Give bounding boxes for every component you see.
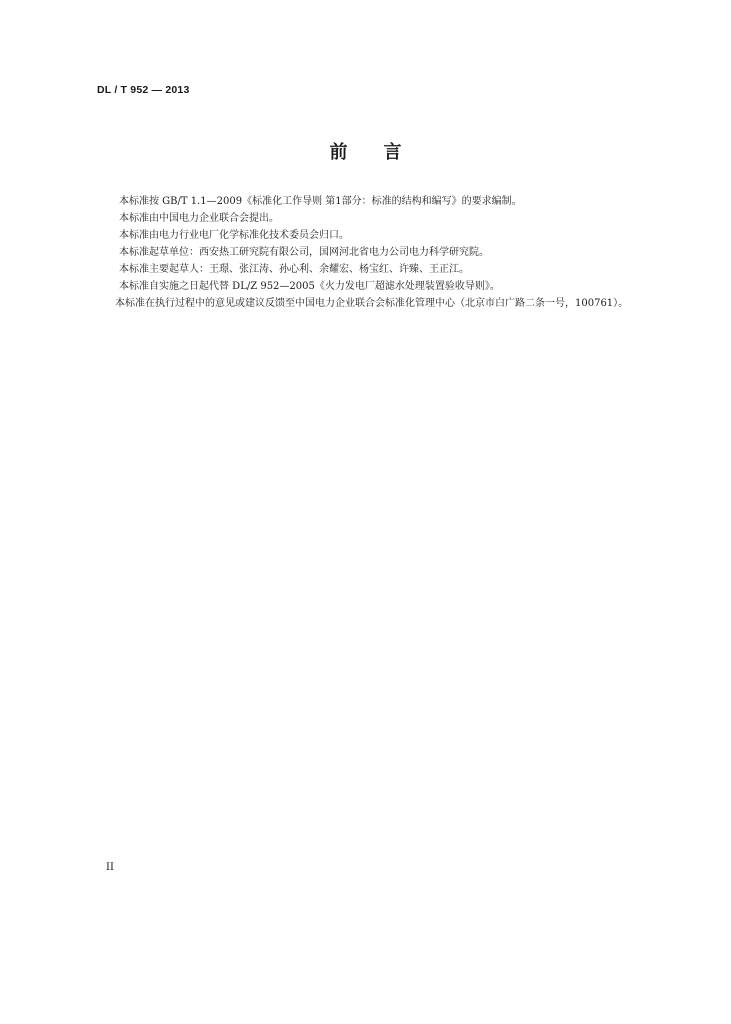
paragraph-feedback: 本标准在执行过程中的意见或建议反馈至中国电力企业联合会标准化管理中心（北京市白广路二条一号，100761）。 (115, 298, 629, 309)
paragraph-proposer: 本标准由中国电力企业联合会提出。 (119, 213, 279, 224)
paragraph-drafting-rules: 本标准按 GB/T 1.1—2009《标准化工作导则 第1部分：标准的结构和编写》的要求编制。 (119, 196, 522, 207)
paragraph-drafting-units: 本标准起草单位：西安热工研究院有限公司，国网河北省电力公司电力科学研究院。 (119, 247, 489, 258)
standard-code-header: DL / T 952 — 2013 (97, 84, 190, 96)
page-title: 前言 (329, 142, 438, 163)
page-number: II (106, 862, 114, 873)
paragraph-drafters: 本标准主要起草人：王璟、张江涛、孙心利、余耀宏、杨宝红、许臻、王正江。 (119, 264, 469, 275)
paragraph-administrator: 本标准由电力行业电厂化学标准化技术委员会归口。 (119, 230, 349, 241)
paragraph-replacement: 本标准自实施之日起代替 DL/Z 952—2005《火力发电厂超滤水处理装置验收导则》。 (119, 281, 500, 292)
foreword-body (97, 193, 637, 312)
